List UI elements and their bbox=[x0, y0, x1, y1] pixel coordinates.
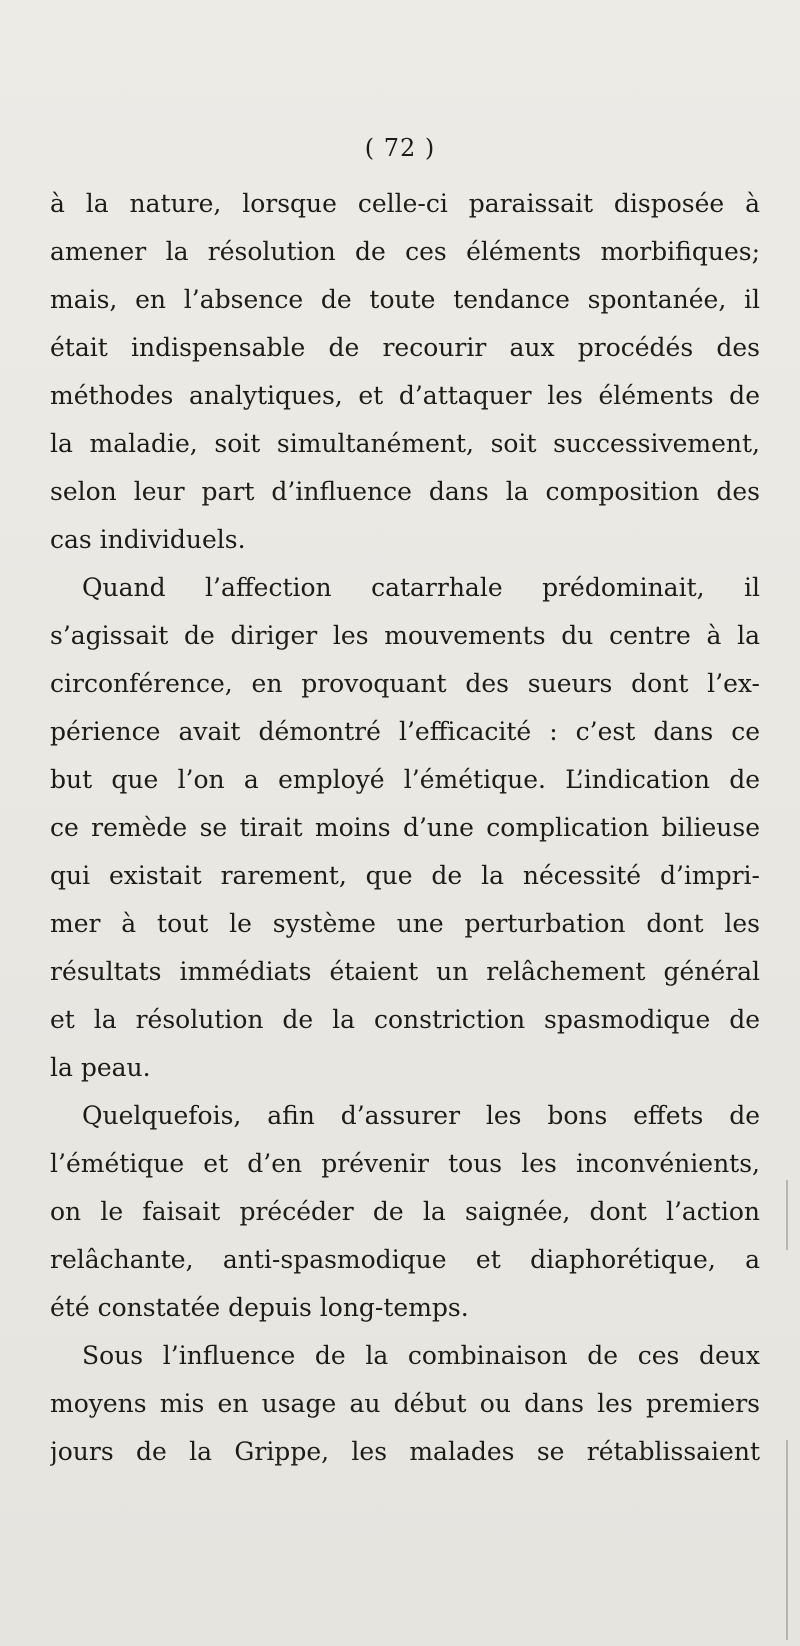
text-line: relâchante, anti-spasmodique et diaphorétique, a bbox=[50, 1245, 760, 1274]
text-line: cas individuels. bbox=[50, 525, 246, 554]
text-line: et la résolution de la constriction spasmodique de bbox=[50, 1005, 760, 1034]
text-line: était indispensable de recourir aux procédés des bbox=[50, 333, 760, 362]
text-line: but que l’on a employé l’émétique. L’indication de bbox=[50, 765, 760, 794]
page-edge-shadow bbox=[786, 1440, 788, 1640]
text-line: mais, en l’absence de toute tendance spontanée, il bbox=[50, 285, 760, 314]
text-line: à la nature, lorsque celle-ci paraissait disposée à bbox=[50, 189, 760, 218]
text-line: qui existait rarement, que de la nécessité d’impri- bbox=[50, 861, 760, 890]
page-edge-shadow bbox=[786, 1180, 788, 1250]
text-line: ce remède se tirait moins d’une complication bilieuse bbox=[50, 813, 760, 842]
text-line: mer à tout le système une perturbation dont les bbox=[50, 909, 760, 938]
text-line: été constatée depuis long-temps. bbox=[50, 1293, 469, 1322]
paragraph-start-line: Sous l’influence de la combinaison de ces deux bbox=[82, 1341, 760, 1370]
text-line: l’émétique et d’en prévenir tous les inconvénients, bbox=[50, 1149, 760, 1178]
text-line: la peau. bbox=[50, 1053, 151, 1082]
text-line: on le faisait précéder de la saignée, dont l’action bbox=[50, 1197, 760, 1226]
text-line: périence avait démontré l’efficacité : c’est dans ce bbox=[50, 717, 760, 746]
text-line: s’agissait de diriger les mouvements du centre à la bbox=[50, 621, 760, 650]
body-text bbox=[50, 180, 760, 1476]
text-line: jours de la Grippe, les malades se rétablissaient bbox=[50, 1437, 760, 1466]
text-line: moyens mis en usage au début ou dans les premiers bbox=[50, 1389, 760, 1418]
paragraph-start-line: Quelquefois, afin d’assurer les bons effets de bbox=[82, 1101, 760, 1130]
text-line: amener la résolution de ces éléments morbifiques; bbox=[50, 237, 760, 266]
text-line: méthodes analytiques, et d’attaquer les éléments de bbox=[50, 381, 760, 410]
paragraph-start-line: Quand l’affection catarrhale prédominait, il bbox=[82, 573, 760, 602]
text-line: la maladie, soit simultanément, soit successivement, bbox=[50, 429, 760, 458]
page-number: ( 72 ) bbox=[364, 134, 436, 162]
text-line: circonférence, en provoquant des sueurs dont l’ex- bbox=[50, 669, 760, 698]
text-line: résultats immédiats étaient un relâchement général bbox=[50, 957, 760, 986]
text-line: selon leur part d’influence dans la composition des bbox=[50, 477, 760, 506]
